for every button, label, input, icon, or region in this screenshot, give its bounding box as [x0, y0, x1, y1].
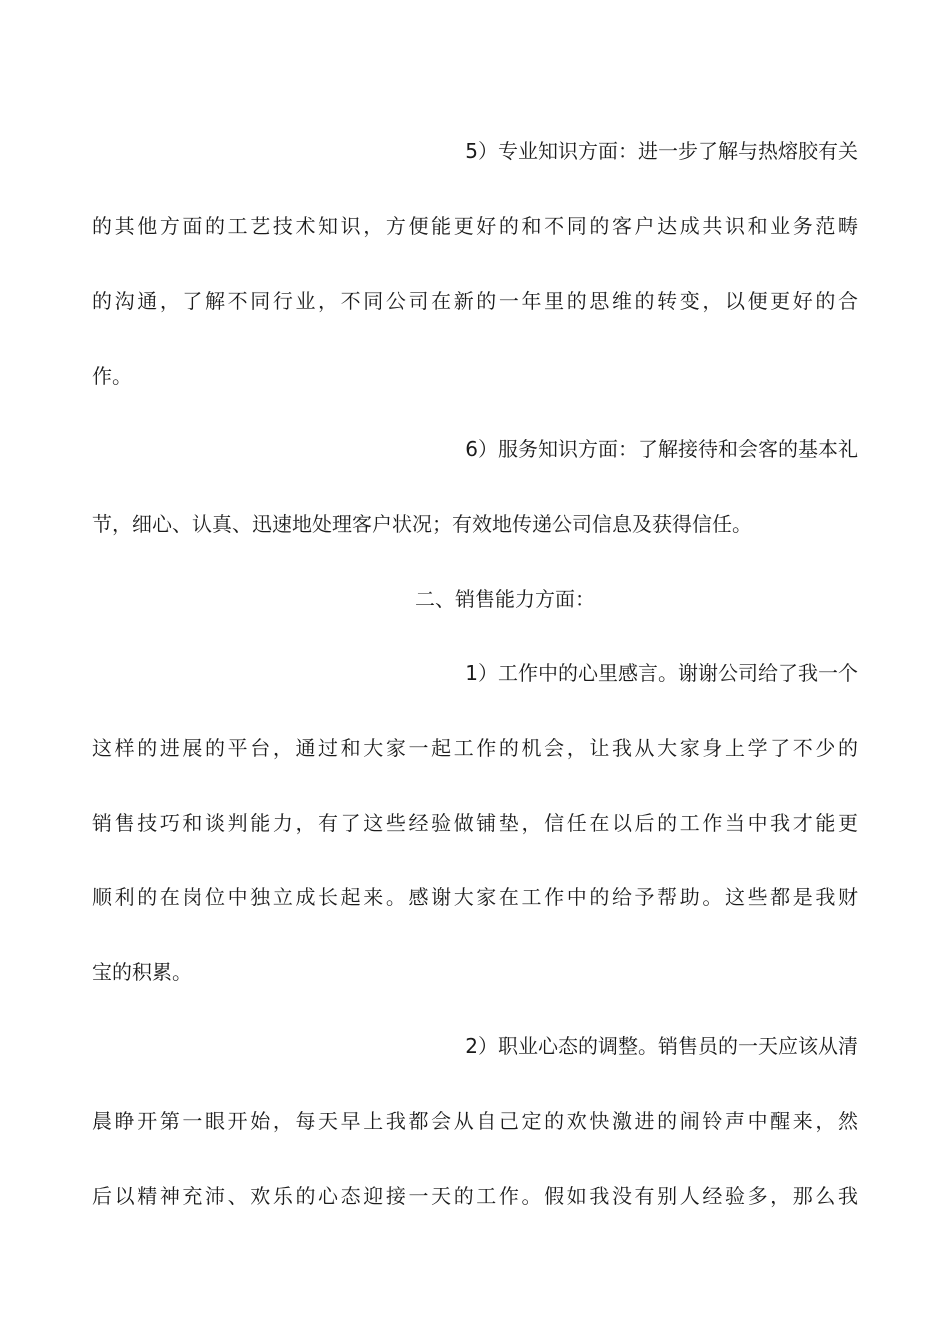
paragraph-line: 的其他方面的工艺技术知识，方便能更好的和不同的客户达成共识和业务范畴 — [92, 214, 858, 238]
paragraph-line: 1）工作中的心里感言。谢谢公司给了我一个 — [465, 661, 858, 685]
paragraph-line: 这样的进展的平台，通过和大家一起工作的机会，让我从大家身上学了不少的 — [92, 736, 858, 760]
paragraph-line: 顺利的在岗位中独立成长起来。感谢大家在工作中的给予帮助。这些都是我财 — [92, 885, 858, 909]
paragraph-line: 的沟通，了解不同行业，不同公司在新的一年里的思维的转变，以便更好的合 — [92, 289, 858, 313]
paragraph-line: 节，细心、认真、迅速地处理客户状况；有效地传递公司信息及获得信任。 — [92, 512, 752, 536]
paragraph-line: 宝的积累。 — [92, 960, 192, 984]
paragraph-line: 晨睁开第一眼开始，每天早上我都会从自己定的欢快激进的闹铃声中醒来，然 — [92, 1109, 858, 1133]
paragraph-line: 2）职业心态的调整。销售员的一天应该从清 — [465, 1034, 858, 1058]
paragraph-line: 6）服务知识方面：了解接待和会客的基本礼 — [465, 437, 858, 461]
section-heading: 二、销售能力方面： — [415, 587, 595, 611]
paragraph-line: 后以精神充沛、欢乐的心态迎接一天的工作。假如我没有别人经验多，那么我 — [92, 1184, 858, 1208]
paragraph-line: 作。 — [92, 364, 132, 388]
paragraph-line: 销售技巧和谈判能力，有了这些经验做铺垫，信任在以后的工作当中我才能更 — [92, 811, 858, 835]
paragraph-line: 5）专业知识方面：进一步了解与热熔胶有关 — [465, 139, 858, 163]
